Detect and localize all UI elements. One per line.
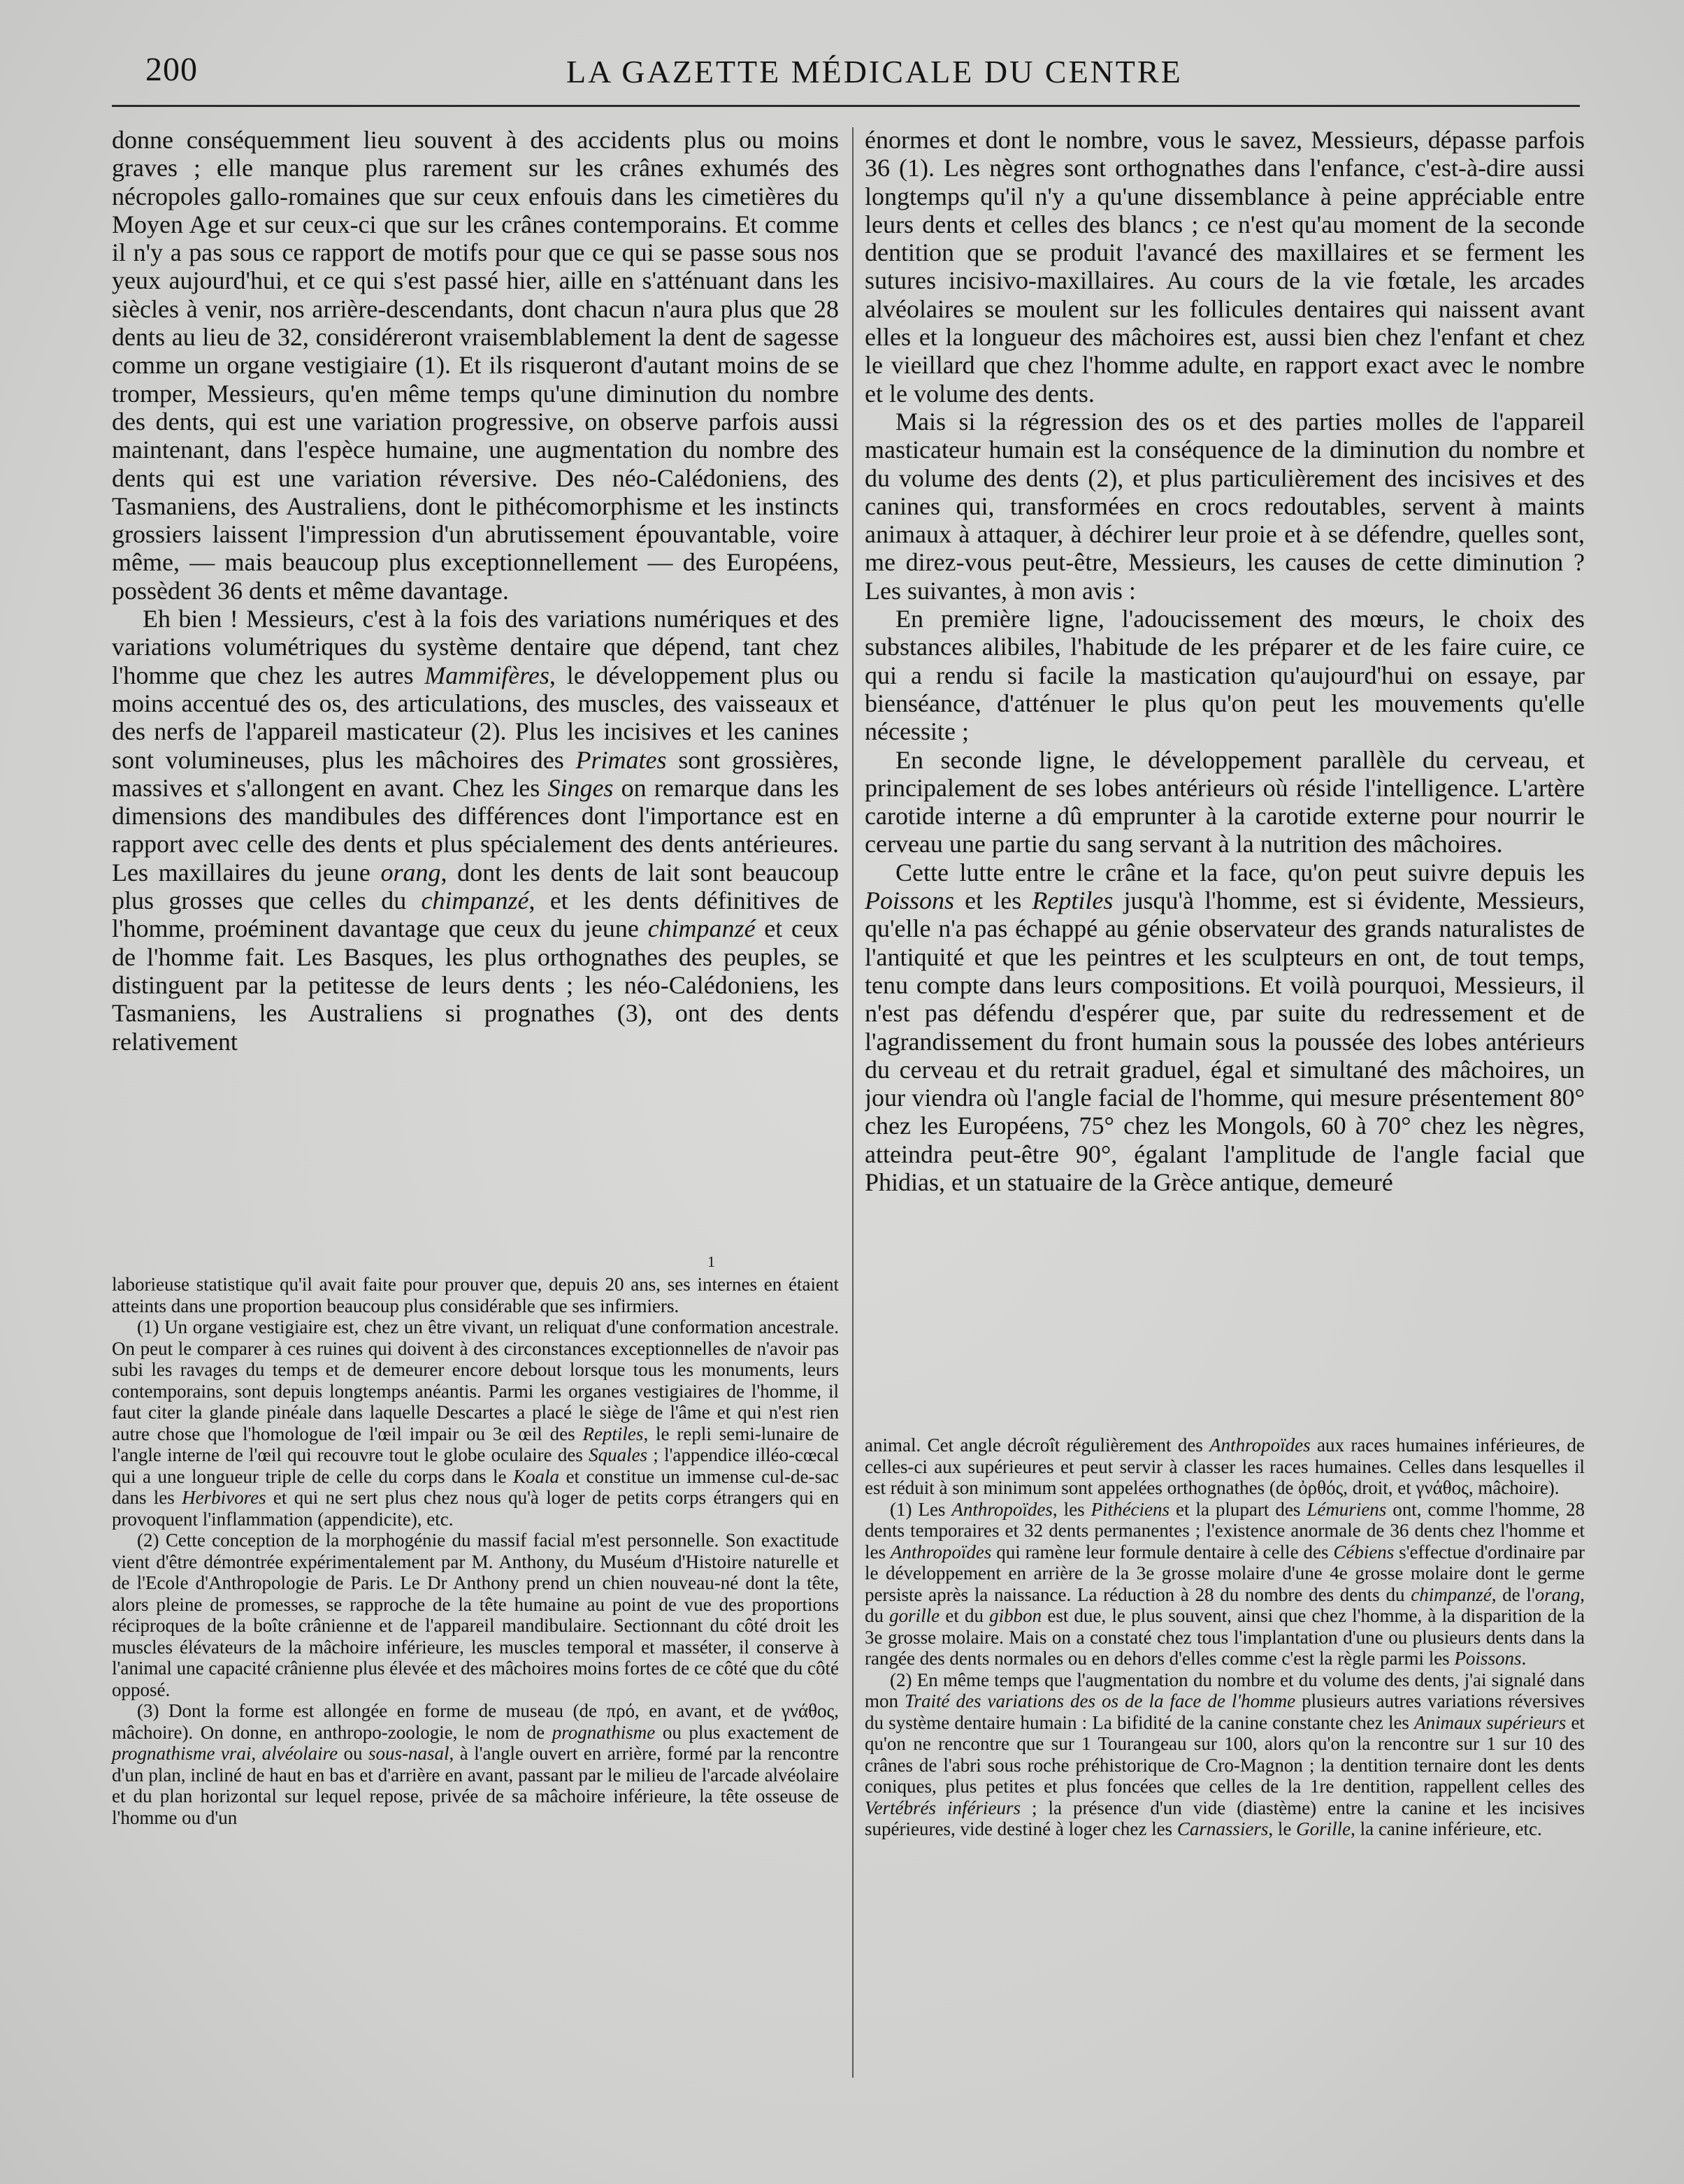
- paragraph: Eh bien ! Messieurs, c'est à la fois des variations numériques et des variations volumétriques du système dentaire que dépend, tant chez l'homme que chez les autres Mammifères, le développement plus ou moins accentué des os, des articulations, des muscles, des vaisseaux et des nerfs de l'appareil masticateur (2). Plus les incisives et les canines sont volumineuses, plus les mâchoires des Primates sont grossières, massives et s'allongent en avant. Chez les Singes on remarque dans les dimensions des mandibules des différences dont l'importance est en rapport avec celle des dents et plus spécialement des dents antérieures. Les maxillaires du jeune orang, dont les dents de lait sont beaucoup plus grosses que celles du chimpanzé, et les dents définitives de l'homme, proéminent davantage que ceux du jeune chimpanzé et ceux de l'homme fait. Les Basques, les plus orthognathes des peuples, se distinguent par la petitesse de leurs dents ; les néo-Calédoniens, les Tasmaniens, les Australiens si prognathes (3), ont des dents relativement: [112, 605, 839, 1056]
- paragraph: Cette lutte entre le crâne et la face, qu'on peut suivre depuis les Poissons et les Reptiles jusqu'à l'homme, est si évidente, Messieurs, qu'elle n'a pas échappé au génie observateur des grands naturalistes de l'antiquité et que les peintres et les sculpteurs en ont, de tout temps, tenu compte dans leurs compositions. Et voilà pourquoi, Messieurs, il n'est pas défendu d'espérer que, par suite du redressement et de l'agrandissement du front humain sous la poussée des lobes antérieurs du cerveau et du retrait graduel, égal et simultané des mâchoires, un jour viendra où l'angle facial de l'homme, qui mesure présentement 80° chez les Européens, 75° chez les Mongols, 60 à 70° chez les nègres, atteindra peut-être 90°, égalant l'amplitude de l'angle facial que Phidias, et un statuaire de la Grèce antique, demeuré: [865, 858, 1585, 1196]
- footnote-marker: 1: [707, 1253, 715, 1270]
- footnotes-left: [112, 1274, 839, 1828]
- right-column: [865, 126, 1585, 1196]
- footnote-continuation: animal. Cet angle décroît régulièrement des Anthropoïdes aux races humaines inférieures, de celles-ci aux supérieures et peut servir à classer les races humaines. Celles dans lesquelles il est réduit à son minimum sont appelées orthognathes (de ὀρθός, droit, et γνάθος, mâchoire).: [865, 1435, 1585, 1498]
- paragraph: En première ligne, l'adoucissement des mœurs, le choix des substances alibiles, l'habitude de les préparer et de les faire cuire, ce qui a rendu si facile la mastication qu'aujourd'hui on essaye, par bienséance, d'atténuer le plus qu'on peut les mouvements qu'elle nécessite ;: [865, 605, 1585, 746]
- left-column: [112, 126, 839, 1056]
- footnote-3: (3) Dont la forme est allongée en forme de museau (de πρό, en avant, et de γνάθος, mâchoire). On donne, en anthropo-zoologie, le nom de prognathisme ou plus exactement de prognathisme vrai, alvéolaire ou sous-nasal, à l'angle ouvert en arrière, formé par la rencontre d'un plan, incliné de haut en bas et d'arrière en avant, passant par le milieu de l'arcade alvéolaire et du plan horizontal sur lequel repose, privée de sa mâchoire inférieure, la tête osseuse de l'homme ou d'un: [112, 1700, 840, 1828]
- footnotes-right: [865, 1435, 1585, 1840]
- footnote-1: (1) Un organe vestigiaire est, chez un être vivant, un reliquat d'une conformation ancestrale. On peut le comparer à ces ruines qui doivent à des circonstances exceptionnelles de n'avoir pas subi les ravages du temps et de demeurer encore debout lorsque tous les monuments, leurs contemporains, sont depuis longtemps anéantis. Parmi les organes vestigiaires de l'homme, il faut citer la glande pinéale dans laquelle Descartes a placé le siège de l'âme et qui n'est rien autre chose que l'homologue de l'œil impair ou 3e œil des Reptiles, le repli semi-lunaire de l'angle interne de l'œil qui recouvre tout le globe oculaire des Squales ; l'appendice illéo-cœcal qui a une longueur triple de celle du corps dans le Koala et constitue un immense cul-de-sac dans les Herbivores et qui ne sert plus chez nous qu'à loger de petits corps étrangers qui en provoquent l'inflammation (appendicite), etc.: [112, 1316, 840, 1530]
- page-number: 200: [145, 51, 198, 88]
- running-header: [112, 46, 1580, 107]
- footnote-1: (1) Les Anthropoïdes, les Pithéciens et la plupart des Lémuriens ont, comme l'homme, 28 dents temporaires et 32 dents permanentes ; l'existence anormale de 36 dents chez l'homme et les Anthropoïdes qui ramène leur formule dentaire à celle des Cébiens s'effectue d'ordinaire par le développement en arrière de la 3e grosse molaire d'une 4e grosse molaire dont le germe persiste après la naissance. La réduction à 28 du nombre des dents du chimpanzé, de l'orang, du gorille et du gibbon est due, le plus souvent, ainsi que chez l'homme, à la disparition de la 3e grosse molaire. Mais on a constaté chez tous l'implantation d'une ou plusieurs dents dans la rangée des dents normales ou en dehors d'elles comme c'est la règle parmi les Poissons.: [865, 1498, 1585, 1669]
- footnote-2: (2) Cette conception de la morphogénie du massif facial m'est personnelle. Son exactitude vient d'être démontrée expérimentalement par M. Anthony, du Muséum d'Histoire naturelle et de l'Ecole d'Anthropologie de Paris. Le Dr Anthony prend un chien nouveau-né dont la tête, alors pleine de promesses, se rapproche de la tête humaine au point de vue des proportions réciproques de la boîte crânienne et de l'appareil mandibulaire. Sectionnant du côté droit les muscles élévateurs de la mâchoire inférieure, les muscles temporal et masséter, il conserve à l'animal une capacité crânienne plus élevée et des mâchoires moins fortes de ce côté que du côté opposé.: [112, 1530, 839, 1700]
- paragraph: En seconde ligne, le développement parallèle du cerveau, et principalement de ses lobes antérieurs où réside l'intelligence. L'artère carotide interne a dû emprunter à la carotide externe pour nourrir le cerveau une partie du sang servant à la nutrition des mâchoires.: [865, 745, 1585, 858]
- paragraph: donne conséquemment lieu souvent à des accidents plus ou moins graves ; elle manque plus rarement sur les crânes exhumés des nécropoles gallo-romaines que sur ceux enfouis dans les cimetières du Moyen Age et sur ceux-ci que sur les crânes contemporains. Et comme il n'y a pas sous ce rapport de motifs pour que ce qui se passe sous nos yeux aujourd'hui, et ce qui s'est passé hier, aille en s'atténuant dans les siècles à venir, nos arrière-descendants, dont chacun n'aura plus que 28 dents au lieu de 32, considéreront vraisemblablement la dent de sagesse comme un organe vestigiaire (1). Et ils risqueront d'autant moins de se tromper, Messieurs, qu'en même temps qu'une diminution du nombre des dents, qui est une variation progressive, on observe parfois aussi maintenant, dans l'espèce humaine, une augmentation du nombre des dents qui est une variation réversive. Des néo-Calédoniens, des Tasmaniens, des Australiens, dont le pithécomorphisme et les instincts grossiers laissent l'impression d'un abrutissement épouvantable, voire même, — mais beaucoup plus exceptionnellement — des Européens, possèdent 36 dents et même davantage.: [112, 126, 839, 605]
- column-divider: [852, 127, 854, 2078]
- footnote-continuation: laborieuse statistique qu'il avait faite pour prouver que, depuis 20 ans, ses internes en étaient atteints dans une proportion beaucoup plus considérable que ses infirmiers.: [112, 1274, 839, 1316]
- paragraph: Mais si la régression des os et des parties molles de l'appareil masticateur humain est la conséquence de la diminution du nombre et du volume des dents (2), et plus particulièrement des incisives et des canines qui, transformées en crocs redoutables, servent à maints animaux à attaquer, à déchirer leur proie et à se défendre, quelles sont, me direz-vous peut-être, Messieurs, les causes de cette diminution ? Les suivantes, à mon avis :: [865, 407, 1585, 605]
- footnote-2: (2) En même temps que l'augmentation du nombre et du volume des dents, j'ai signalé dans mon Traité des variations des os de la face de l'homme plusieurs autres variations réversives du système dentaire humain : La bifidité de la canine constante chez les Animaux supérieurs et qu'on ne rencontre que sur 1 Tourangeau sur 100, alors qu'on la rencontre sur 1 sur 10 des crânes de l'abri sous roche préhistorique de Cro-Magnon ; la dentition ternaire dont les dents coniques, plus petites et plus foncées que celles de la 1re dentition, rappellent celles des Vertébrés inférieurs ; la présence d'un vide (diastème) entre la canine et les incisives supérieures, vide destiné à loger chez les Carnassiers, le Gorille, la canine inférieure, etc.: [865, 1669, 1585, 1839]
- journal-title: LA GAZETTE MÉDICALE DU CENTRE: [566, 54, 1183, 89]
- paragraph: énormes et dont le nombre, vous le savez, Messieurs, dépasse parfois 36 (1). Les nègres sont orthognathes dans l'enfance, c'est-à-dire aussi longtemps qu'il n'y a qu'une dissemblance à peine appréciable entre leurs dents et celles des blancs ; ce n'est qu'au moment de la seconde dentition que se produit l'avancé des maxillaires et se ferment les sutures incisivo-maxillaires. Au cours de la vie fœtale, les arcades alvéolaires se moulent sur les follicules dentaires qui naissent avant elles et la longueur des mâchoires est, aussi bien chez l'enfant et chez le vieillard que chez l'homme adulte, en rapport exact avec le nombre et le volume des dents.: [865, 126, 1585, 408]
